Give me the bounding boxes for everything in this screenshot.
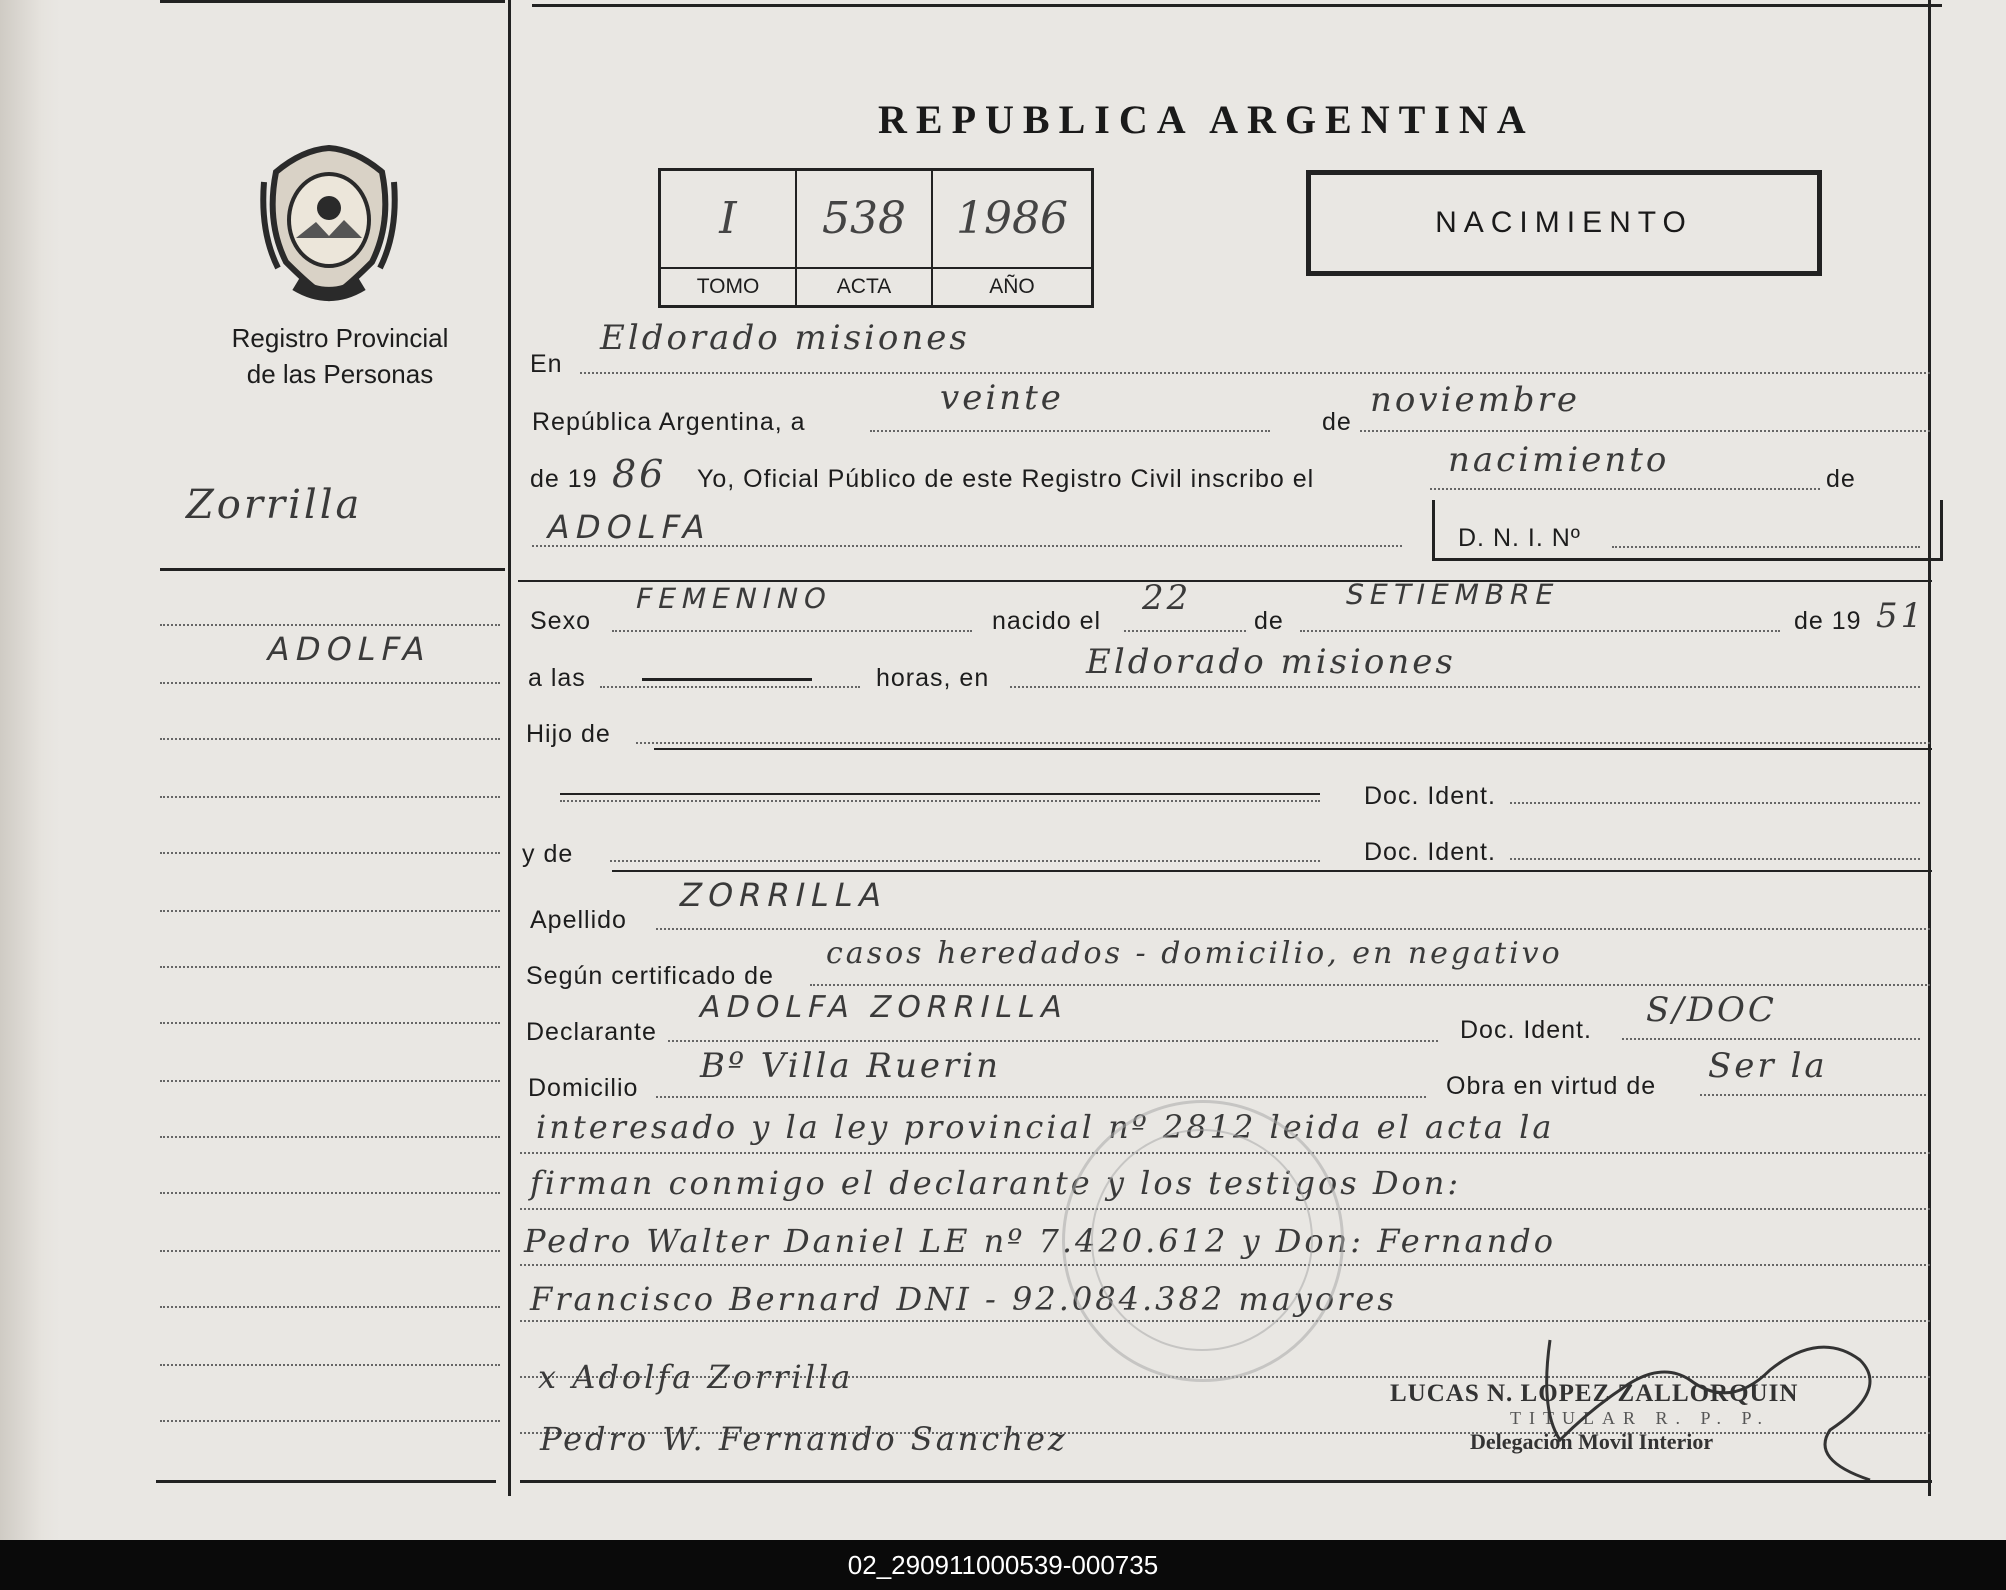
label-sexo: Sexo [530,607,591,635]
margin-dotted-line [160,1420,500,1422]
field-declarant-doc: S/DOC [1646,990,1777,1030]
registry-line-2: de las Personas [246,359,434,389]
tomo-value: I [719,193,737,244]
label-hijo-de: Hijo de [526,720,611,748]
margin-dotted-line [160,1192,500,1194]
label-en: En [530,350,563,378]
margin-surname-handwritten: Zorrilla [186,482,363,528]
field-line [656,1096,1426,1098]
signature-1: x Adolfa Zorrilla [538,1358,854,1396]
field-address: Bº Villa Ruerin [700,1046,1002,1086]
field-line [580,372,1930,374]
label-horas-en: horas, en [876,664,990,692]
label-doc-ident-1: Doc. Ident. [1364,782,1496,810]
field-line [1430,488,1820,490]
ano-value: 1986 [956,193,1068,244]
label-de-3: de [1254,607,1284,635]
field-birth-place: Eldorado misiones [1086,642,1456,682]
margin-dotted-line [160,1306,500,1308]
label-republica: República Argentina, a [532,408,806,436]
officer-office: Delegación Movil Interior [1470,1429,1714,1454]
margin-dotted-line [160,1022,500,1024]
field-line [810,984,1930,986]
field-month: noviembre [1370,380,1580,420]
margin-dotted-line [160,738,500,740]
label-de-2: de [1826,465,1856,493]
record-type-box: NACIMIENTO [1306,170,1822,276]
field-line [1510,858,1920,860]
field-line [1124,630,1246,632]
note-line-1: interesado y la ley provincial nº 2812 leida el acta la [536,1108,1555,1146]
registry-line-1: Registro Provincial [231,323,449,353]
margin-rule [160,568,505,571]
field-line [560,800,1320,802]
field-place: Eldorado misiones [600,318,970,358]
field-certificate: casos heredados - domicilio, en negativo [826,936,1563,971]
label-apellido: Apellido [530,906,627,934]
official-round-stamp [1062,1100,1344,1382]
field-year-suffix: 86 [612,452,667,496]
label-a-las: a las [528,664,586,692]
note-line-4: Francisco Bernard DNI - 92.084.382 mayores [530,1280,1397,1318]
label-segun: Según certificado de [526,962,774,990]
acta-value: 538 [822,193,906,244]
officer-role: TITULAR R. P. P. [1510,1408,1771,1428]
field-birth-month: SETIEMBRE [1342,578,1563,611]
note-line-2: firman conmigo el declarante y los testigos Don: [530,1164,1462,1202]
field-dash [560,793,1320,795]
bottom-rule [520,1480,1932,1483]
top-rule-left [160,0,505,3]
field-day: veinte [940,378,1064,418]
field-line [1700,1094,1926,1096]
field-line [612,630,972,632]
registry-name [160,320,520,392]
field-birth-day: 22 [1142,578,1192,618]
top-rule-right [532,4,1942,7]
field-line [1010,686,1920,688]
column-divider [508,0,511,1496]
tomo-cell [661,171,797,305]
field-birth-year-suffix: 51 [1876,596,1926,636]
field-line [1300,630,1780,632]
margin-dotted-line [160,624,500,626]
label-declarante: Declarante [526,1018,657,1046]
margin-dotted-line [160,1364,500,1366]
field-dash [654,748,1932,750]
field-given-name: ADOLFA [543,508,715,546]
label-de: de [1322,408,1352,436]
margin-dotted-line [160,966,500,968]
section-rule [612,870,1932,872]
acta-label: ACTA [797,267,931,305]
label-de19: de 19 [530,465,598,493]
field-surname: ZORRILLA [675,876,892,914]
provincia-misiones-seal-icon [256,142,402,302]
field-sex: FEMENINO [632,582,836,615]
field-line [656,928,1930,930]
ano-cell [933,171,1091,305]
note-line-3: Pedro Walter Daniel LE nº 7.420.612 y Don: Fernando [524,1222,1556,1260]
field-hours-dash [642,678,812,681]
label-dni: D. N. I. Nº [1458,524,1581,552]
label-de19-2: de 19 [1794,607,1862,635]
label-oficial: Yo, Oficial Público de este Registro Civil inscribo el [697,465,1315,493]
field-virtue: Ser la [1708,1046,1828,1086]
field-line [1510,802,1920,804]
field-line [1612,546,1920,548]
tomo-label: TOMO [661,267,795,305]
label-doc-ident-3: Doc. Ident. [1460,1016,1592,1044]
field-line [668,1040,1438,1042]
record-id-table [658,168,1094,308]
margin-bottom-rule [156,1480,496,1483]
field-line [1622,1038,1920,1040]
margin-name-handwritten: ADOLFA [263,630,435,668]
officer-name: LUCAS N. LOPEZ ZALLORQUIN [1390,1380,1799,1407]
margin-dotted-line [160,1136,500,1138]
margin-dotted-line [160,1250,500,1252]
document-title: REPUBLICA ARGENTINA [878,97,1535,142]
binding-spine [0,0,60,1540]
label-domicilio: Domicilio [528,1074,639,1102]
margin-dotted-line [160,910,500,912]
signature-2: Pedro W. Fernando Sanchez [540,1420,1068,1458]
field-line [870,430,1270,432]
label-doc-ident-2: Doc. Ident. [1364,838,1496,866]
field-act-type: nacimiento [1448,440,1670,480]
ano-label: AÑO [933,267,1091,305]
field-line [610,860,1320,862]
image-filename-caption: 02_290911000539-000735 [0,1540,2006,1590]
field-line [1360,430,1930,432]
margin-dotted-line [160,796,500,798]
label-y-de: y de [522,840,574,868]
label-nacido: nacido el [992,607,1102,635]
field-line [636,742,1930,744]
margin-dotted-line [160,682,500,684]
field-line [600,686,860,688]
field-declarant: ADOLFA ZORRILLA [696,990,1072,1025]
margin-dotted-line [160,852,500,854]
margin-dotted-line [160,1080,500,1082]
officer-signature [1530,1320,1930,1490]
label-obra: Obra en virtud de [1446,1072,1657,1100]
acta-cell [797,171,933,305]
field-line [532,545,1402,547]
